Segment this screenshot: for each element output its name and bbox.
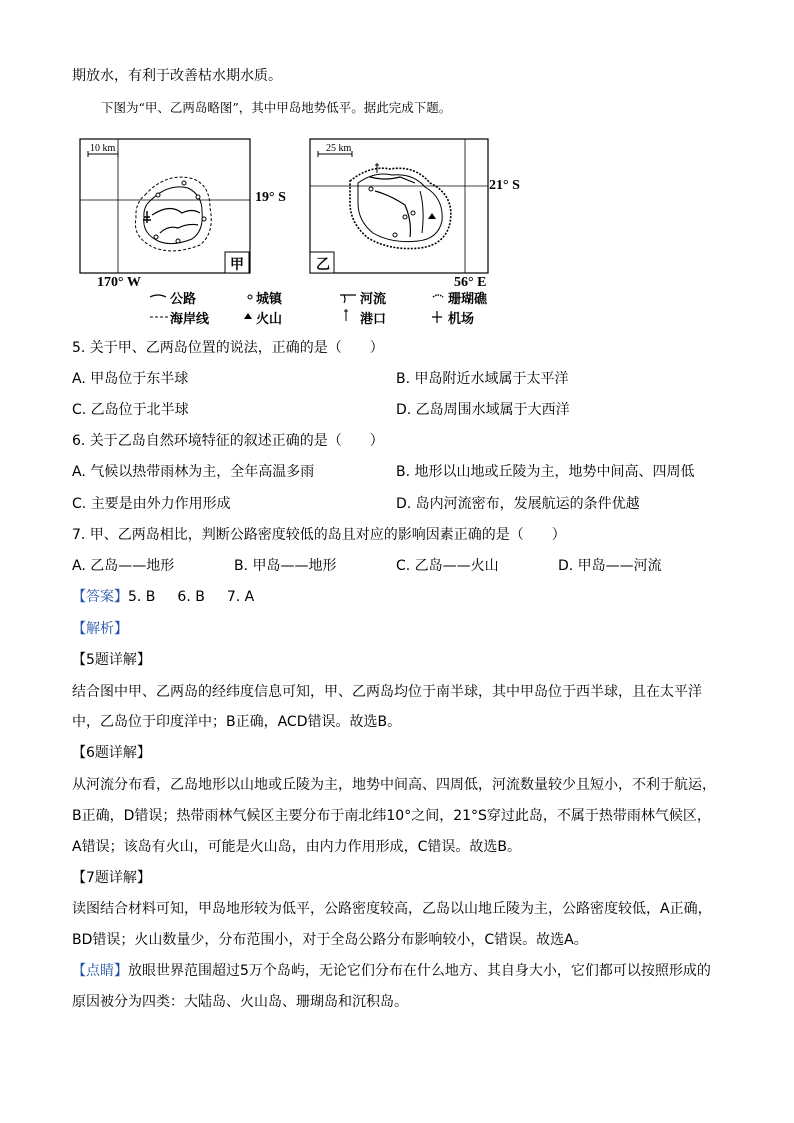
top-line: 期放水，有利于改善枯水期水质。 <box>72 68 282 84</box>
q6-option-b: B. 地形以山地或丘陵为主，地势中间高、四周低 <box>396 464 695 480</box>
question-6-stem: 6. 关于乙岛自然环境特征的叙述正确的是（ ） <box>72 433 384 449</box>
q6-option-c: C. 主要是由外力作用形成 <box>72 496 231 512</box>
tip-line-2: 原因被分为四类：大陆岛、火山岛、珊瑚岛和沉积岛。 <box>72 994 408 1010</box>
q6-option-d: D. 岛内河流密布，发展航运的条件优越 <box>396 496 640 512</box>
answer-6: 6. B <box>177 589 205 605</box>
map-a-latitude: 19° S <box>255 190 286 205</box>
q5-option-c: C. 乙岛位于北半球 <box>72 402 189 418</box>
detail-6-line-3: A错误；该岛有火山，可能是火山岛，由内力作用形成，C错误。故选B。 <box>72 839 521 855</box>
island-maps-figure <box>70 133 520 333</box>
map-a-scale: 10 km <box>90 143 116 154</box>
answer-label: 【答案】 <box>72 589 128 605</box>
map-b <box>310 139 488 273</box>
detail-7-line-2: BD错误；火山数量少，分布范围小，对于全岛公路分布影响较小，C错误。故选A。 <box>72 932 588 948</box>
legend-coast: 海岸线 <box>170 312 210 327</box>
detail-5-title: 【5题详解】 <box>72 652 151 668</box>
detail-5-line-1: 结合图中甲、乙两岛的经纬度信息可知，甲、乙两岛均位于南半球，其中甲岛位于西半球，且在太平洋 <box>72 684 702 700</box>
map-b-latitude: 21° S <box>489 178 520 193</box>
legend-airport: 机场 <box>448 312 475 327</box>
map-b-scale: 25 km <box>326 143 352 154</box>
legend-river: 河流 <box>360 292 387 307</box>
map-b-tag: 乙 <box>316 258 330 273</box>
map-b-longitude: 56° E <box>454 275 487 290</box>
answer-5: 5. B <box>128 589 156 605</box>
legend-road: 公路 <box>170 292 197 307</box>
q7-option-c: C. 乙岛——火山 <box>396 558 499 574</box>
legend-town: 城镇 <box>256 292 283 307</box>
q7-option-a: A. 乙岛——地形 <box>72 558 175 574</box>
tip-text-1: 放眼世界范围超过5万个岛屿，无论它们分布在什么地方、其自身大小，它们都可以按照形成的 <box>128 963 711 979</box>
answer-7: 7. A <box>226 589 255 605</box>
map-a-longitude: 170° W <box>97 275 141 290</box>
detail-6-line-2: B正确，D错误；热带雨林气候区主要分布于南北纬10°之间，21°S穿过此岛，不属于热带雨林气候区， <box>72 808 711 824</box>
q7-option-d: D. 甲岛——河流 <box>558 558 662 574</box>
q6-option-a: A. 气候以热带雨林为主，全年高温多雨 <box>72 464 315 480</box>
legend-reef: 珊瑚礁 <box>448 292 488 307</box>
q5-option-d: D. 乙岛周围水域属于大西洋 <box>396 402 570 418</box>
detail-7-line-1: 读图结合材料可知，甲岛地形较为低平，公路密度较高，乙岛以山地丘陵为主，公路密度较低，A正确， <box>72 901 712 917</box>
tip-label: 【点睛】 <box>72 963 128 979</box>
tip-line-1 <box>72 961 711 981</box>
detail-7-title: 【7题详解】 <box>72 870 151 886</box>
figure-intro: 下图为“甲、乙两岛略图”，其中甲岛地势低平。据此完成下题。 <box>101 100 452 115</box>
map-a-tag: 甲 <box>230 258 244 273</box>
detail-6-title: 【6题详解】 <box>72 745 151 761</box>
question-5-stem: 5. 关于甲、乙两岛位置的说法，正确的是（ ） <box>72 340 384 356</box>
map-a <box>80 139 250 273</box>
q7-option-b: B. 甲岛——地形 <box>234 558 337 574</box>
detail-5-line-2: 中，乙岛位于印度洋中；B正确，ACD错误。故选B。 <box>72 714 402 730</box>
q5-option-a: A. 甲岛位于东半球 <box>72 371 189 387</box>
q5-option-b: B. 甲岛附近水域属于太平洋 <box>396 371 569 387</box>
analysis-label: 【解析】 <box>72 621 128 637</box>
answer-line <box>72 587 254 607</box>
legend-port: 港口 <box>360 312 387 327</box>
detail-6-line-1: 从河流分布看，乙岛地形以山地或丘陵为主，地势中间高、四周低，河流数量较少且短小，不利于航运， <box>72 777 716 793</box>
legend-volcano: 火山 <box>256 312 283 327</box>
question-7-stem: 7. 甲、乙两岛相比，判断公路密度较低的岛且对应的影响因素正确的是（ ） <box>72 527 566 543</box>
